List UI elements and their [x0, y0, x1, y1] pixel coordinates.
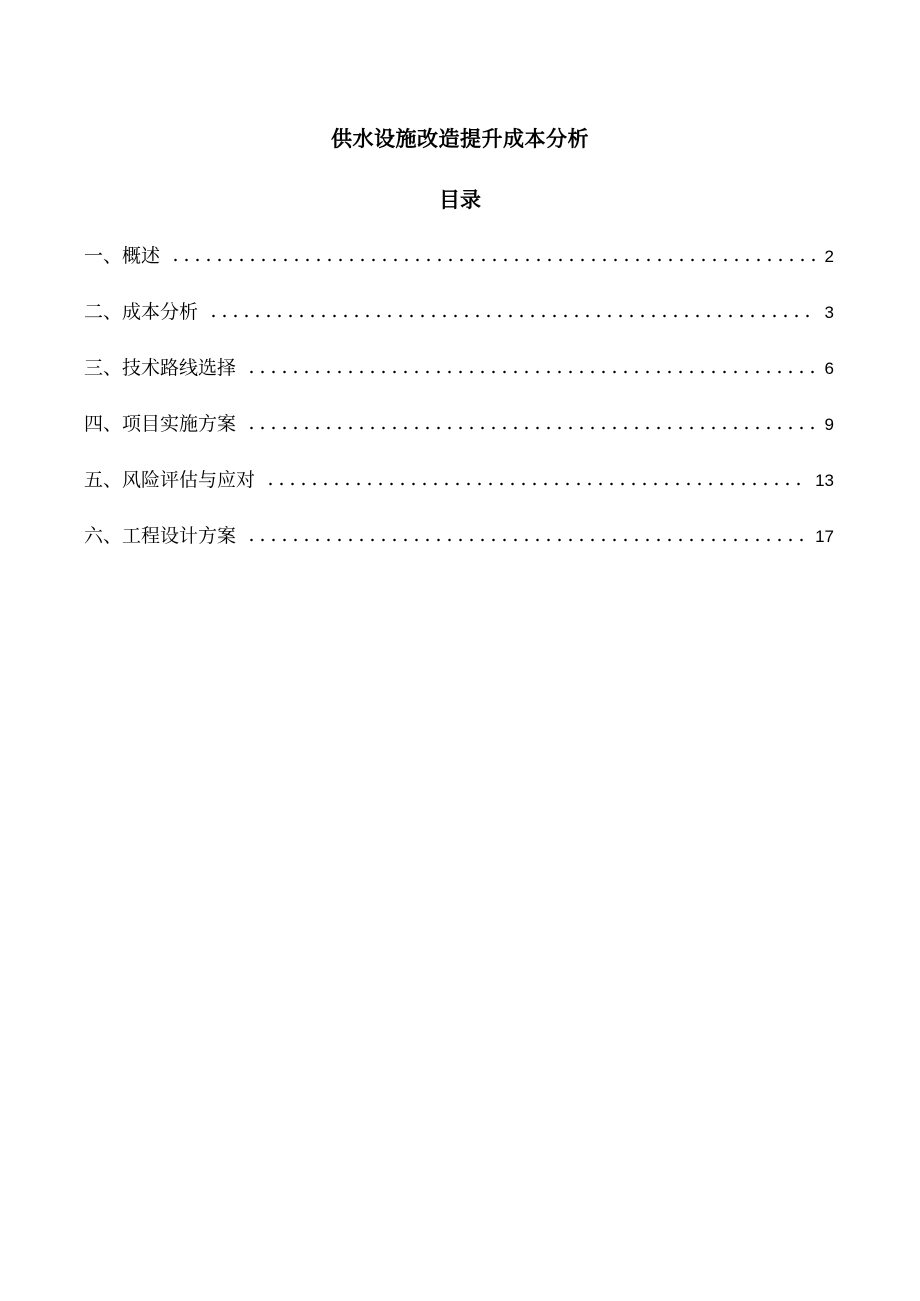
document-title: 供水设施改造提升成本分析 — [331, 127, 589, 151]
toc-entry-overview[interactable] — [84, 241, 834, 297]
toc-entry-page-number: 3 — [824, 303, 834, 322]
toc-entry-label: 二、成本分析 — [84, 301, 199, 323]
toc-dot-leader — [208, 304, 816, 318]
toc-dot-leader — [170, 248, 816, 262]
toc-entry-implementation-plan[interactable] — [84, 409, 834, 465]
toc-entry-page-number: 13 — [815, 471, 834, 490]
toc-dot-leader — [246, 360, 816, 374]
toc-entry-label: 六、工程设计方案 — [84, 525, 237, 547]
toc-heading: 目录 — [439, 188, 481, 212]
toc-dot-leader — [246, 416, 816, 430]
toc-entry-label: 三、技术路线选择 — [84, 357, 237, 379]
toc-dot-leader — [265, 472, 807, 486]
toc-entry-technical-route[interactable] — [84, 353, 834, 409]
toc-entry-page-number: 6 — [824, 359, 834, 378]
toc-entry-cost-analysis[interactable] — [84, 297, 834, 353]
toc-entry-risk-assessment[interactable] — [84, 465, 834, 521]
toc-entry-page-number: 9 — [824, 415, 834, 434]
toc-entry-label: 五、风险评估与应对 — [84, 469, 256, 491]
toc-entry-engineering-design[interactable] — [84, 521, 834, 577]
table-of-contents — [84, 241, 834, 577]
toc-entry-page-number: 17 — [815, 527, 834, 546]
toc-entry-label: 一、概述 — [84, 245, 161, 267]
toc-entry-page-number: 2 — [824, 247, 834, 266]
toc-entry-label: 四、项目实施方案 — [84, 413, 237, 435]
toc-dot-leader — [246, 528, 807, 542]
